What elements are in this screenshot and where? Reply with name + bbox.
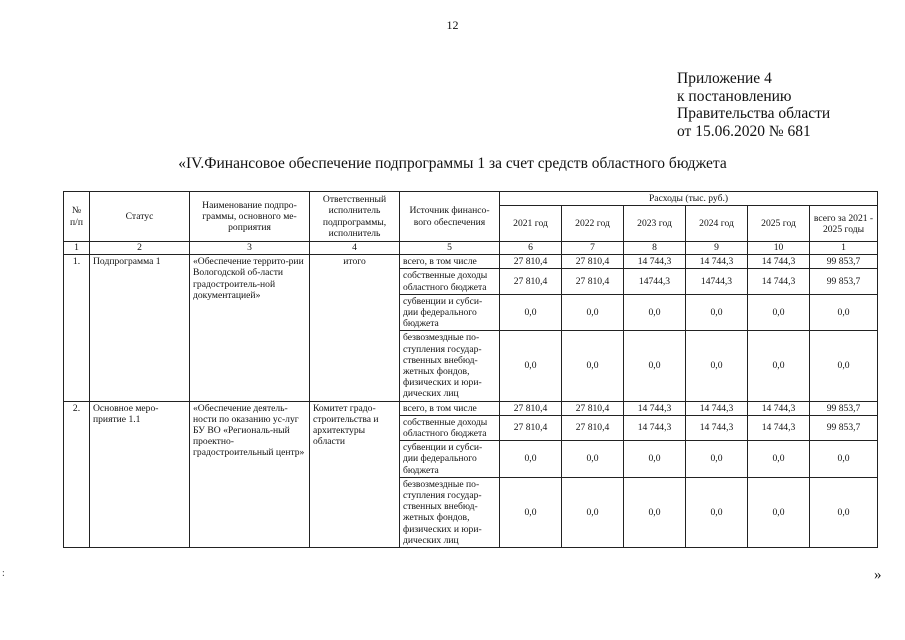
value-cell: 0,0	[624, 477, 686, 547]
table-row	[64, 401, 878, 415]
value-cell: 14 744,3	[748, 415, 810, 440]
edge-mark: :	[2, 568, 5, 579]
value-cell: 0,0	[748, 331, 810, 401]
value-cell: 0,0	[562, 331, 624, 401]
value-cell: 0,0	[810, 294, 878, 331]
value-cell: 0,0	[500, 331, 562, 401]
value-cell: 0,0	[624, 331, 686, 401]
value-cell: 0,0	[562, 477, 624, 547]
value-cell: 14744,3	[686, 269, 748, 294]
value-cell: 14 744,3	[624, 255, 686, 269]
row-responsible: Комитет градо-строительства и архитектуры области	[310, 401, 400, 547]
value-cell: 0,0	[500, 441, 562, 478]
value-cell: 14 744,3	[748, 269, 810, 294]
value-cell: 0,0	[810, 477, 878, 547]
value-cell: 0,0	[562, 294, 624, 331]
index-cell: 10	[748, 242, 810, 255]
row-source: собственные доходы областного бюджета	[400, 269, 500, 294]
row-name: «Обеспечение террито-рии Вологодской об-ласти градостроитель-ной документацией»	[190, 255, 310, 401]
value-cell: 27 810,4	[500, 415, 562, 440]
value-cell: 0,0	[810, 441, 878, 478]
value-cell: 99 853,7	[810, 415, 878, 440]
value-cell: 0,0	[748, 477, 810, 547]
index-cell: 1	[64, 242, 90, 255]
row-status: Основное меро-приятие 1.1	[90, 401, 190, 547]
value-cell: 27 810,4	[500, 401, 562, 415]
value-cell: 27 810,4	[562, 415, 624, 440]
header-expenses: Расходы (тыс. руб.)	[500, 192, 878, 206]
value-cell: 0,0	[624, 441, 686, 478]
index-row	[64, 242, 878, 255]
index-cell: 6	[500, 242, 562, 255]
page-number: 12	[446, 18, 459, 32]
appendix-line: Приложение 4	[677, 70, 772, 87]
value-cell: 27 810,4	[562, 401, 624, 415]
value-cell: 14 744,3	[624, 401, 686, 415]
appendix-line: к постановлению	[677, 87, 792, 105]
row-number: 1.	[64, 255, 90, 401]
value-cell: 0,0	[686, 441, 748, 478]
index-cell: 1	[810, 242, 878, 255]
index-cell: 3	[190, 242, 310, 255]
value-cell: 27 810,4	[500, 269, 562, 294]
index-cell: 4	[310, 242, 400, 255]
header-num: № п/п	[64, 192, 90, 242]
header-year: 2023 год	[624, 206, 686, 242]
appendix-block	[677, 70, 830, 140]
value-cell: 0,0	[686, 477, 748, 547]
row-source: всего, в том числе	[400, 401, 500, 415]
value-cell: 99 853,7	[810, 255, 878, 269]
row-name: «Обеспечение деятель-ности по оказанию ус-луг БУ ВО «Региональ-ный проектно-градостроительный центр»	[190, 401, 310, 547]
appendix-line: Правительства области	[677, 105, 831, 122]
row-number: 2.	[64, 401, 90, 547]
row-status: Подпрограмма 1	[90, 255, 190, 401]
table-body	[64, 242, 878, 548]
value-cell: 27 810,4	[500, 255, 562, 269]
value-cell: 0,0	[686, 331, 748, 401]
header-responsible: Ответственный исполнитель подпрограммы, исполнитель	[310, 192, 400, 242]
header-total: всего за 2021 - 2025 годы	[810, 206, 878, 242]
value-cell: 27 810,4	[562, 255, 624, 269]
index-cell: 2	[90, 242, 190, 255]
header-year: 2024 год	[686, 206, 748, 242]
index-cell: 5	[400, 242, 500, 255]
header-year: 2025 год	[748, 206, 810, 242]
value-cell: 0,0	[748, 294, 810, 331]
value-cell: 99 853,7	[810, 401, 878, 415]
header-year: 2021 год	[500, 206, 562, 242]
header-year: 2022 год	[562, 206, 624, 242]
value-cell: 0,0	[500, 294, 562, 331]
index-cell: 9	[686, 242, 748, 255]
row-responsible: итого	[310, 255, 400, 401]
value-cell: 0,0	[624, 294, 686, 331]
value-cell: 99 853,7	[810, 269, 878, 294]
row-source: субвенции и субси-дии федерального бюджета	[400, 441, 500, 478]
header-status: Статус	[90, 192, 190, 242]
header-name: Наименование подпро-граммы, основного ме-роприятия	[190, 192, 310, 242]
value-cell: 14 744,3	[748, 401, 810, 415]
value-cell: 27 810,4	[562, 269, 624, 294]
value-cell: 14 744,3	[624, 415, 686, 440]
index-cell: 7	[562, 242, 624, 255]
closing-quote: »	[874, 567, 882, 583]
table-row	[64, 255, 878, 269]
section-title: «IV.Финансовое обеспечение подпрограммы 1 за счет средств областного бюджета	[178, 155, 727, 172]
value-cell: 0,0	[562, 441, 624, 478]
value-cell: 0,0	[748, 441, 810, 478]
value-cell: 14 744,3	[686, 255, 748, 269]
value-cell: 0,0	[686, 294, 748, 331]
row-source: субвенции и субси-дии федерального бюджета	[400, 294, 500, 331]
value-cell: 0,0	[500, 477, 562, 547]
value-cell: 0,0	[810, 331, 878, 401]
value-cell: 14744,3	[624, 269, 686, 294]
index-cell: 8	[624, 242, 686, 255]
value-cell: 14 744,3	[748, 255, 810, 269]
financing-table	[63, 191, 878, 548]
value-cell: 14 744,3	[686, 415, 748, 440]
value-cell: 14 744,3	[686, 401, 748, 415]
row-source: безвозмездные по-ступления государ-ственных внебюд-жетных фондов, физических и юри-дических лиц	[400, 331, 500, 401]
row-source: безвозмездные по-ступления государ-ственных внебюд-жетных фондов, физических и юри-дических лиц	[400, 477, 500, 547]
row-source: всего, в том числе	[400, 255, 500, 269]
row-source: собственные доходы областного бюджета	[400, 415, 500, 440]
header-source: Источник финансо-вого обеспечения	[400, 192, 500, 242]
appendix-line: от 15.06.2020 № 681	[677, 122, 811, 140]
